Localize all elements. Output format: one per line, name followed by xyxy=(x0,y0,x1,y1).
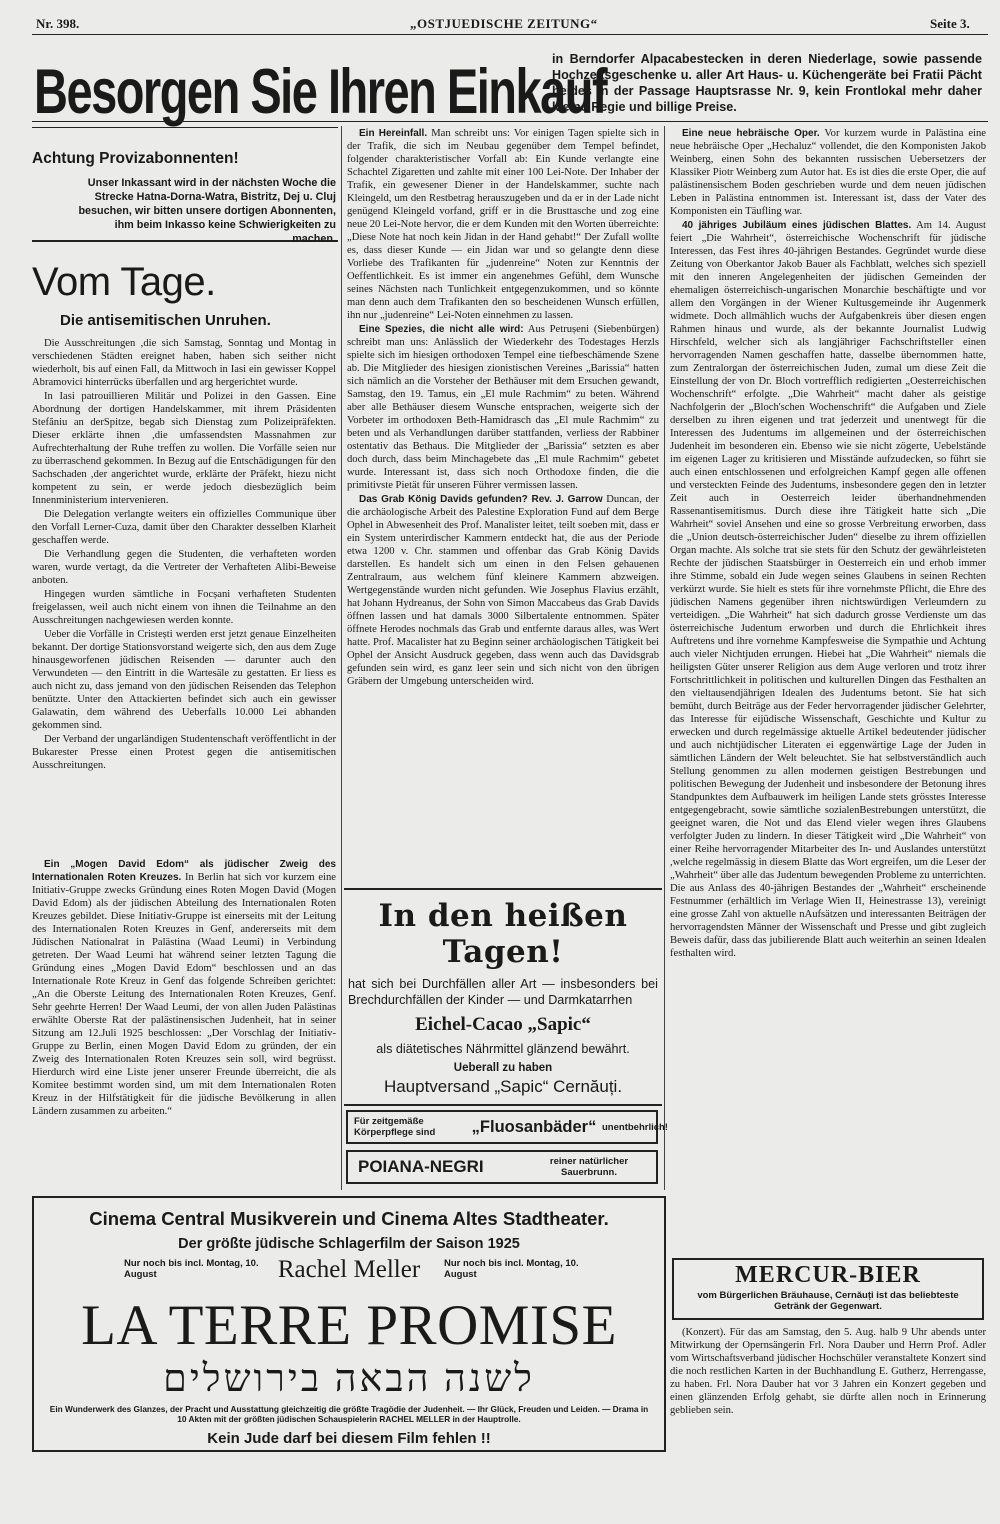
shopping-ad-headline: Besorgen Sie Ihren Einkauf xyxy=(34,54,607,127)
riots-article xyxy=(32,337,336,843)
cinema-dates-right: Nur noch bis incl. Montag, 10. August xyxy=(444,1258,579,1280)
riots-paragraph: Ueber die Vorfälle in Cristești werden erst jetzt genaue Einzelheiten bekannt. Der dortige Stationsvorstand weigerte sich, den aus dem Zuge hinausgeworfenen jüdischen Reisenden — darunter auch den Verwundeten — den Eintritt in die Wartesäle zu gestatten. Er liess es auch nicht zu, dass jemand von den jüdischen Reisenden das Telephon benützte. Unter den Attackierten befindet sich auch ein gewisser Galawatin, dem während des Ueberfalls 10.000 Lei abhanden gekommen sind. xyxy=(32,629,336,731)
masthead-rule xyxy=(32,34,988,35)
issue-number: Nr. 398. xyxy=(36,16,80,31)
sapic-brand: Eichel-Cacao „Sapic“ xyxy=(415,1014,591,1035)
riots-paragraph: Die Delegation verlangte weiters ein offizielles Communique über den Vorfall Lerner-Cuza, damit über den Charakter desselben Klarheit geschaffen werde. xyxy=(32,509,336,546)
fluosan-brand: „Fluosanbäder“ xyxy=(471,1117,597,1136)
konzert-text: (Konzert). Für das am Samstag, den 5. Aug. halb 9 Uhr abends unter Mitwirkung der Opernsängerin Frl. Nora Dauber und Herrn Prof. Adler vom Wirtschaftsverband jüdischer Hochschüler veranstaltete Konzert sind die noch restlichen Karten in der Buchhandlung E. Gutherz, Herrengasse, zu haben. Frl. Nora Dauber hat vor 3 Jahren ein Konzert gegeben und einen glänzenden Erfolg gehabt, sie dürfte allen noch in Erinnerung geblieben sein. xyxy=(670,1327,986,1416)
top-ad-rule xyxy=(32,121,988,122)
column-two-news xyxy=(347,127,659,884)
news-item-headline: Eine Spezies, die nicht alle wird: xyxy=(359,324,524,335)
mogen-david-text: In Berlin hat sich vor kurzem eine Initiativ-Gruppe zwecks Gründung eines Roten Mogen David (Mogen David Edom) als der jüdischen Abteilung des Internationalen Roten Kreuzes gebildet. Diese Initiativ-Gruppe ist einerseits mit der Leitung des Internationalen Roten Kreuzes in Genf, andererseits mit dem Jüdischen Nationalrat in Palästina (Waad Leumi) in Verbindung getreten. Der Waad Leumi hat während seiner letzten Tagung die Gründung eines „Mogen David Edom“ beschlossen und an das Internationale Rote Kreuz in Genf das folgende Schreiben gerichtet: „An die Oberste Leitung des Internationalen Roten Kreuzes, Genf. Sehr geehrte Herren! Der Waad Leumi, der von allen Juden Palästinas erwählte Oberste Rat der palästinensischen Judenheit, hat in seiner Sitzung am 12.Juli 1925 beschlossen: „Der Vorschlag der Initiativ-Gruppe zu Berlin, einen Mogen David Edom zu gründen, der ein Zweig des Internationalen Roten Kreuzes sein soll, wird begrüsst. Hierdurch wird eine Liste jener unserer Freunde überreicht, die als Komitee bestimmt worden sind, um mit dem Internationalen Roten Kreuz in der Hilfstätigkeit für die jüdische Bevölkerung in allen Ländern zusammen zu arbeiten.“ xyxy=(32,872,336,1117)
news-item xyxy=(670,219,986,960)
cinema-footer: Kein Jude darf bei diesem Film fehlen !! xyxy=(207,1430,491,1447)
film-description: Ein Wunderwerk des Glanzes, der Pracht und Ausstattung gleichzeitig die größte Tragödie der Judenheit. — Ihr Glück, Freuden und Leiden. — Drama in 10 Akten mit der größten jüdischen Schauspielerin RACHEL MELLER in der Hauptrolle. xyxy=(49,1404,649,1424)
cinema-dates-left: Nur noch bis incl. Montag, 10. August xyxy=(124,1258,259,1280)
news-item-text: Aus Petrușeni (Siebenbürgen) schreibt man uns: Anlässlich der Wiederkehr des Todestages Herzls spielte sich im hiesigen orthodoxen Tempel eine tiefbeschämende Szene ab. Die Mitglieder des hiesigen zionistischen Vereines „Barissia“ hatten sich nämlich an die Vorsteher der Bethäuser mit dem Ersuchen gewandt, Samstag, den 19. Tamus, ein „El mule Rachmim“ zu beten. Während aber alle Bethäuser diesem Wunsche entsprachen, weigerte sich der Vorbeter im orthodoxen Beth-Hamidrasch das „El mule Rachmim“ zu beten und als Verhandlungen darüber stattfanden, verliess der Rabbiner ostentativ das Bethaus. Die Mitglieder der „Barissia“ setzten es aber doch durch, dass beim Minchagebete das „El mule Rachmim“ gebetet wurde. Interessant ist, dass sich noch Orthodoxe finden, die die primitivste Pietät für unseren Führer vermissen lassen. xyxy=(347,324,659,491)
news-item-text: Man schreibt uns: Vor einigen Tagen spielte sich in der Trafik, die sich im Neubau gegenüber dem Tempel befindet, folgender charakteristischer Vorfall ab: Ein Kunde verlangte eine Schachtel Zigaretten und zahlte mit einer 100 Lei-Note. Der Inhaber der Trafik, ein gewesener Diener in der Handelskammer, suchte nach Kleingeld, um den Restbetrag herauszugeben und da er in der Lade nicht genügend Kleingeld vorfand, griff er in die Brusttasche und zog eine neue 20 Lei-Note hervor, die er dem Kunden mit den Worten überreichte: „Diese Note hat noch kein Jidan in der Hand gehabt!“ Der Zufall wollte es, dass dieser Kunde — ein Jidan war und so gelangte denn diese Vorliebe des Trafikanten für „judenreine“ Noten zur Kenntnis der Oeffentlichkeit. Es ist immer ein angenehmes Gefühl, dem Wunsche seines Nächsten nach Tunlichkeit entgegenzukommen, und so könnte man denn auch dem Trafikanten den so bescheidenen Wunsch erfüllen, ihn nur „judenreine“ Lei-Noten einnehmen zu lassen. xyxy=(347,128,659,321)
cinema-subtitle: Der größte jüdische Schlagerfilm der Saison 1925 xyxy=(178,1236,520,1252)
news-item xyxy=(347,493,659,688)
mercur-brand: MERCUR-BIER xyxy=(735,1262,921,1288)
news-item-headline: Das Grab König Davids gefunden? Rev. J. Garrow xyxy=(359,494,603,505)
sapic-ad xyxy=(344,888,662,1106)
newspaper-name: „OSTJUEDISCHE ZEITUNG“ xyxy=(410,16,598,31)
notice-text: Unser Inkassant wird in der nächsten Woche die Strecke Hatna-Dorna-Watra, Bistritz, Dej u. Cluj besuchen, wir bitten unsere dortigen Abonnenten, ihm beim Inkasso keine Schwierigkeiten zu machen. xyxy=(78,177,336,245)
notice-title: Achtung Provizabonnenten! xyxy=(32,150,239,167)
page-number: Seite 3. xyxy=(930,16,970,31)
news-item-text: Am 14. August feiert „Die Wahrheit“, österreichische Wochenschrift für jüdische Interessen, das Fest ihres 40-jährigen Bestandes. Gegründet wurde diese Zeitung von Oberkantor Jakob Bauer als Fachblatt, welches sich speziell mit den inneren Angelegenheiten der jüdischen Gemeinden der ehemaligen österreichisch-ungarischen Monarchie beschäftigte und vor allem den Vorgängen in der Wiener Kultusgemeinde ihr Augenmerk widmete. Doch allmählich wuchs der Aufgabenkreis über diesen engen Rahmen hinaus und wurde, als der bekannte Journalist Ludwig Hirschfeld, welcher sich als langjähriger Fachschriftsteller einen hervorragenden Namen geschaffen hatte, dasselbe übernommen hatte, zum Zentralorgan der österreichischen Juden, zumal um diese Zeit die Einstellung der von Dr. Bloch vortrefflich redigierten „Oesterreichischen Wochenschrift“ erfolgte. „Die Wahrheit“ macht daher als geistige Nachfolgerin der „Bloch'schen Wochenschrift“ die Aufgaben und Ziele derselben zu ihren eigenen und trat jederzeit und unentwegt für die Interessen des Judentums im allgemeinen und der österreichischen Judenheit im besonderen ein. Ebenso wie sie nicht zögerte, Uebelstände im eigenen Lager zu kritisieren und Misstände aufzudecken, so führt sie auch einen entschlossenen und erfolgreichen Kampf gegen alle offenen und versteckten Feinde des Judentums, insbesondere gegen den in letzter Zeit auch in Oesterreich leider überhandnehmenden Rassenantisemitismus. Durch diese ihre Tätigkeit hatte sich „Die Wahrheit“ soviel Ansehen und eine so grosse Verbreitung erworben, dass die „Union deutsch-österreichischer Juden“ dieselbe zu ihrem offiziellen Organ machte. Als solche trat sie stets für den Schutz der gewährleisteten Rechte der jüdischen Staatsbürger in Oesterreich ein und erhob immer ihre Stimme, sobald ein Jude wegen seines Glaubens in seinen Rechten verkürzt wurde. Sie hielt es stets für ihre vornehmste Pflicht, die Ehre des jüdischen Namens gegenüber ihren nichtswürdigen Verleumdern zu verteidigen. „Die Wahrheit“ hat sich dadurch grosse Verdienste um das österreichische Judentum erworben und durch die Ehrlichkeit ihres Auftretens und ihre vornehme Kampfesweise die Sympathie und Achtung auch vieler Nichtjuden errungen. Hiebei hat „Die Wahrheit“ niemals die heiligsten Güter unserer Religion aus dem Auge verloren und trotz ihrer Fortschrittlichkeit in politischen und kulturellen Dingen das Festhalten an den vieltausendjährigen Idealen des Judentums betont. Sie hat sich bemüht, durch Beiträge aus der Feder hervorragender jüdischer Gelehrter, das Interesse für eijüdische Wissenschaft, Geschichte und Kultur zu erwecken und durch regelmässige aktuelle Artikel bedeutender jüdischer und auch nichtjüdischer Literaten ei eggenwärtige Lage der Juden in sämtlichen Ländern der Welt beleuchtet. Sie hat selbstverständlich auch Stellung genommen zu allen modernen geistigen Bestrebungen und politischen Bewegung der Judenheit und insbesondere der Betonung ihres Standpunktes dem Aufbauwerk im heiligen Lande stets grösstes Interesse entgegengebracht, sowie sämtliche sozialenBestrebungen unterstützt, die geeignet waren, die Not und das Elend vieler wegen ihres Glaubens verfolgter Juden zu lindern. In dieser Tätigkeit wird „Die Wahrheit“ von einer Reihe hervorragender Mitarbeiter des In- und Auslandes unterstützt ,welche regelmässig in diesem Blatte das Wort ergreifen, um die Leser der „Wahrheit“ über alle das Judentum bewegenden Probleme zu unterrichten. Die aus Anlass des 40-jährigen Bestandes der „Wahrheit“ erscheinende Festnummer (erhältlich im Verlage Wien II, Heinestrasse 13), vereinigt eine grosse Zahl von aktuelle nAufsätzen und interessanten Beiträgen der hervorragendsten Männer der Wissenschaft und Presse und gibt zugleich Beweis dafür, dass das jubilierende Blatt auch weiterhin an seinen Idealen festhalten wird. xyxy=(670,220,986,959)
sapic-headline: In den heißen Tagen! xyxy=(378,898,628,970)
mogen-david-headline: Ein „Mogen David Edom“ als jüdischer Zweig des Internationalen Roten Kreuzes. xyxy=(32,859,336,883)
subscriber-notice xyxy=(32,127,338,245)
mercur-ad xyxy=(672,1258,984,1320)
news-item xyxy=(347,323,659,492)
sapic-line3: Ueberall zu haben xyxy=(453,1062,553,1074)
cinema-star: Rachel Meller xyxy=(277,1256,421,1283)
sapic-line1: hat sich bei Durchfällen aller Art — insbesonders bei Brechdurchfällen der Kinder — und Darmkatarrhen xyxy=(348,977,658,1007)
riots-paragraph: Hingegen wurden sämtliche in Focșani verhafteten Studenten freigelassen, weil auch nicht einem von ihnen die Teilnahme an den Ausschreitungen nachgewiesen werden konnte. xyxy=(32,589,336,626)
mogen-david-article xyxy=(32,858,336,1186)
column-divider-2 xyxy=(664,126,665,1190)
fluosan-ad xyxy=(346,1110,668,1144)
konzert-notice xyxy=(670,1326,986,1450)
hebrew-slogan: לשנה הבאה בירושלים xyxy=(163,1358,535,1400)
sapic-line4: Hauptversand „Sapic“ Cernăuți. xyxy=(383,1077,623,1096)
shopping-ad-text: in Berndorfer Alpacabestecken in deren Niederlage, sowie passende Hochzeitsgeschenke u. aller Art Haus- u. Küchengeräte bei Fratii Pächt beides in der Passage Hauptsrasse Nr. 9, kein Frontlokal mehr daher kleine Regie und billige Preise. xyxy=(552,52,982,114)
poiana-brand: POIANA-NEGRI xyxy=(358,1157,484,1176)
news-item xyxy=(347,127,659,322)
news-item-headline: Ein Hereinfall. xyxy=(359,128,428,139)
mercur-text: vom Bürgerlichen Bräuhause, Cernăuți ist das beliebteste Getränk der Gegenwart. xyxy=(697,1290,959,1312)
news-item xyxy=(670,127,986,218)
riots-paragraph: Die Verhandlung gegen die Studenten, die verhafteten worden waren, wurde vertagt, da die Vertreter der Verhafteten Alibi-Beweise anboten. xyxy=(32,549,336,586)
cinema-ad xyxy=(32,1196,666,1452)
poiana-text: reiner natürlicher Sauerbrunn. xyxy=(549,1156,629,1178)
fluosan-left: Für zeitgemäße Körperpflege sind xyxy=(354,1116,436,1138)
poiana-ad xyxy=(346,1150,658,1184)
riots-paragraph: Der Verband der ungarländigen Studentenschaft veröffentlicht in der Bukarester Presse einen Protest gegen die antisemitischen Ausschreitungen. xyxy=(32,734,336,771)
news-item-text: Vor kurzem wurde in Palästina eine neue hebräische Oper „Hechaluz“ vollendet, die den Komponisten Jakob Weinberg, einen Sohn des bekannten russischen Uebersetzers der Klassiker Piotr Weinberg zum Autor hat. Es ist dies die erste Oper, die auf palästinensischem Boden geschrieben wurde und dem neuen jüdischen Leben in Palästina entnommen ist. Interessant ist, dass der Vater des Komponisten ein Täufling war. xyxy=(670,128,986,217)
fluosan-right: unentbehrlich! xyxy=(602,1121,668,1133)
riots-paragraph: In Iasi patrouillieren Militär und Polizei in den Gassen. Eine Abordnung der dortigen Handelskammer, mit ihrem Präsidenten Stefăniu an derSpitze, begab sich Dienstag zum Polizeipräfekten. Dieser erklärte ihnen ,die umfassendsten Massnahmen zur Aufrechterhaltung der Ruhe treffen zu wollen. Die Vorfälle seien nur zu überraschend gekommen. In Bezug auf die Entschädigungen für den Sachschaden ,der angerichtet wurde, erklärte der Präfekt, hiezu nicht kompetent zu sein, er werde jedoch diesbezüglich beim Innenministerium intervenieren. xyxy=(32,391,336,506)
news-item-text: Duncan, der die archäologische Arbeit des Palestine Exploration Fund auf dem Berge Ophel in Abwesenheit des Prof. Manalister leitet, teilt soeben mit, dass er ein System unterirdischer Kammern entdeckt hat, die aus der Periode etwa 1200 v. Chr. stammen und offenbar das Grab König Davids darstellen. Es handelt sich um einen in den Felsen gehauenen Zentralraum, aus welchem fünf kleinere Kammern abzweigen. Wertgegenstände wurden nicht gefunden. Wie Josephus Flavius erzählt, hat Johann Hydreanus, der Sohn von Simon Maccabeus das Grab Davids öffnen lassen und hat damals 3000 Silbertalente entnommen. Später öffnete Herodes nochmals das Grab und entfernte daraus alles, was Wert hatte. Prof. Macalister hat zu Beginn seiner archäologischen Tätigkeit bei Ophel der Ansicht Ausdruck gegeben, dass wenn auch das Davidsgrab gefunden sein wird, es ganz leer sein und sich nicht von den übrigen Gräbern der Umgebung unterscheiden wird. xyxy=(347,494,659,687)
cinema-title: Cinema Central Musikverein und Cinema Altes Stadtheater. xyxy=(89,1208,609,1229)
film-title: LA TERRE PROMISE xyxy=(81,1294,617,1357)
column-divider-1 xyxy=(341,126,342,1190)
sapic-line2: als diätetisches Nährmittel glänzend bewährt. xyxy=(376,1042,630,1056)
news-item-headline: Eine neue hebräische Oper. xyxy=(682,128,820,139)
column-three-news xyxy=(670,127,986,1253)
riots-paragraph: Die Ausschreitungen ,die sich Samstag, Sonntag und Montag in verschiedenen Städten ereignet haben, haben sich seither nicht wiederholt, bis auf einen Fall, da Mittwoch in Iasi ein gewisser Koppel Abramovici hinterrücks überfallen und arg hergerichtet wurde. xyxy=(32,338,336,388)
section-title: Vom Tage. xyxy=(32,260,216,304)
news-item-headline: 40 jähriges Jubiläum eines jüdischen Blattes. xyxy=(682,220,912,231)
article-subhead: Die antisemitischen Unruhen. xyxy=(60,312,271,329)
